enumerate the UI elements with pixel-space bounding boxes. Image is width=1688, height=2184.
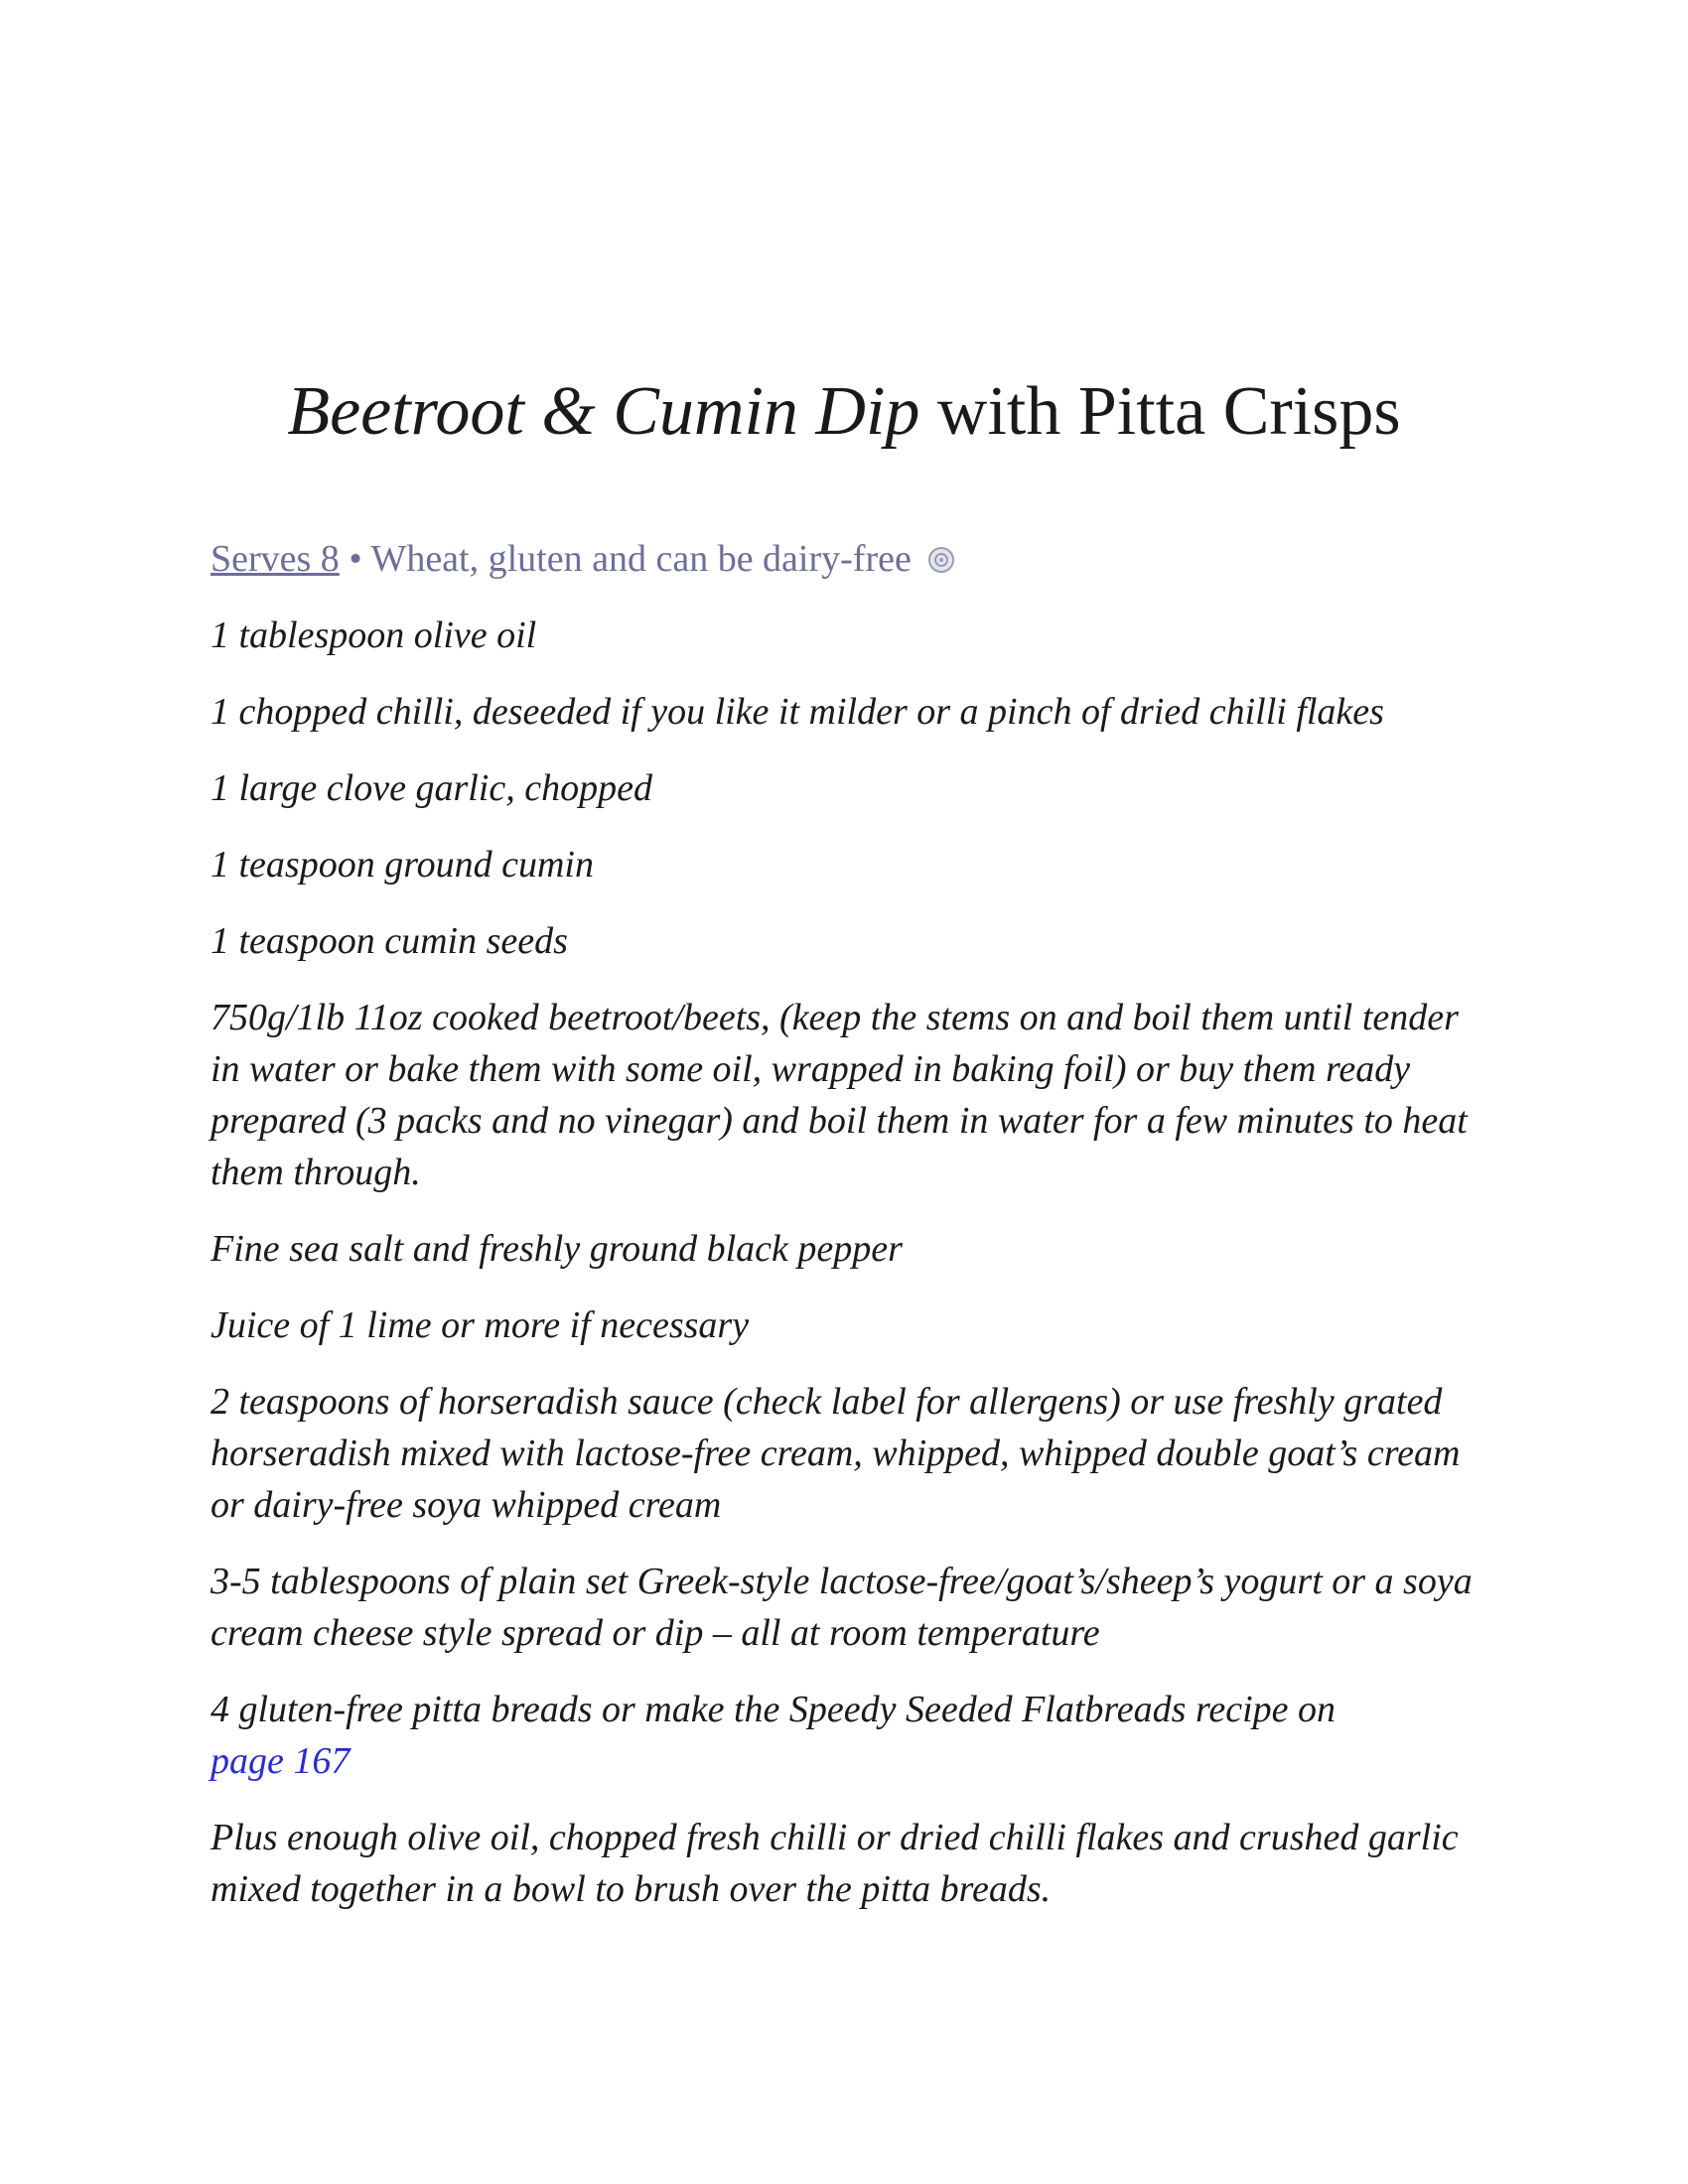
- ingredient-list: [211, 610, 1491, 1940]
- ingredient-item: 3-5 tablespoons of plain set Greek-style lactose-free/goat’s/sheep’s yogurt or a soya cream cheese style spread or dip – all at room temperature: [211, 1561, 1473, 1654]
- ingredient-item: 1 teaspoon cumin seeds: [211, 920, 568, 962]
- ingredient-item: Plus enough olive oil, chopped fresh chilli or dried chilli flakes and crushed garlic mixed together in a bowl to brush over the pitta breads.: [211, 1817, 1459, 1910]
- ingredient-item: 750g/1lb 11oz cooked beetroot/beets, (keep the stems on and boil them until tender in water or bake them with some oil, wrapped in baking foil) or buy them ready prepared (3 packs and no vinegar) and boil them in water for a few minutes to heat them through.: [211, 997, 1468, 1193]
- dairy-free-icon: [926, 538, 956, 568]
- recipe-title-italic: Beetroot & Cumin Dip: [287, 373, 920, 450]
- serves-link[interactable]: Serves 8: [211, 538, 340, 580]
- ingredient-item: Fine sea salt and freshly ground black pepper: [211, 1228, 903, 1270]
- recipe-meta: [211, 534, 956, 584]
- dietary-info: Wheat, gluten and can be dairy-free: [370, 538, 912, 580]
- recipe-title-plain: with Pitta Crisps: [936, 373, 1401, 450]
- recipe-title: [0, 367, 1688, 457]
- ingredient-item: Juice of 1 lime or more if necessary: [211, 1304, 750, 1346]
- pitta-text: 4 gluten-free pitta breads or make the Speedy Seeded Flatbreads recipe on: [211, 1689, 1336, 1730]
- ingredient-item: 2 teaspoons of horseradish sauce (check label for allergens) or use freshly grated horseradish mixed with lactose-free cream, whipped, whipped double goat’s cream or dairy-free soya whipped cream: [211, 1381, 1461, 1526]
- ingredient-item: 1 tablespoon olive oil: [211, 614, 537, 656]
- ingredient-item: 1 chopped chilli, deseeded if you like it milder or a pinch of dried chilli flakes: [211, 691, 1384, 733]
- ingredient-item: 1 teaspoon ground cumin: [211, 844, 594, 886]
- ingredient-item-pitta: [211, 1684, 1491, 1787]
- ingredient-item: 1 large clove garlic, chopped: [211, 767, 652, 809]
- meta-separator: •: [349, 538, 362, 580]
- page-link[interactable]: page 167: [211, 1740, 351, 1782]
